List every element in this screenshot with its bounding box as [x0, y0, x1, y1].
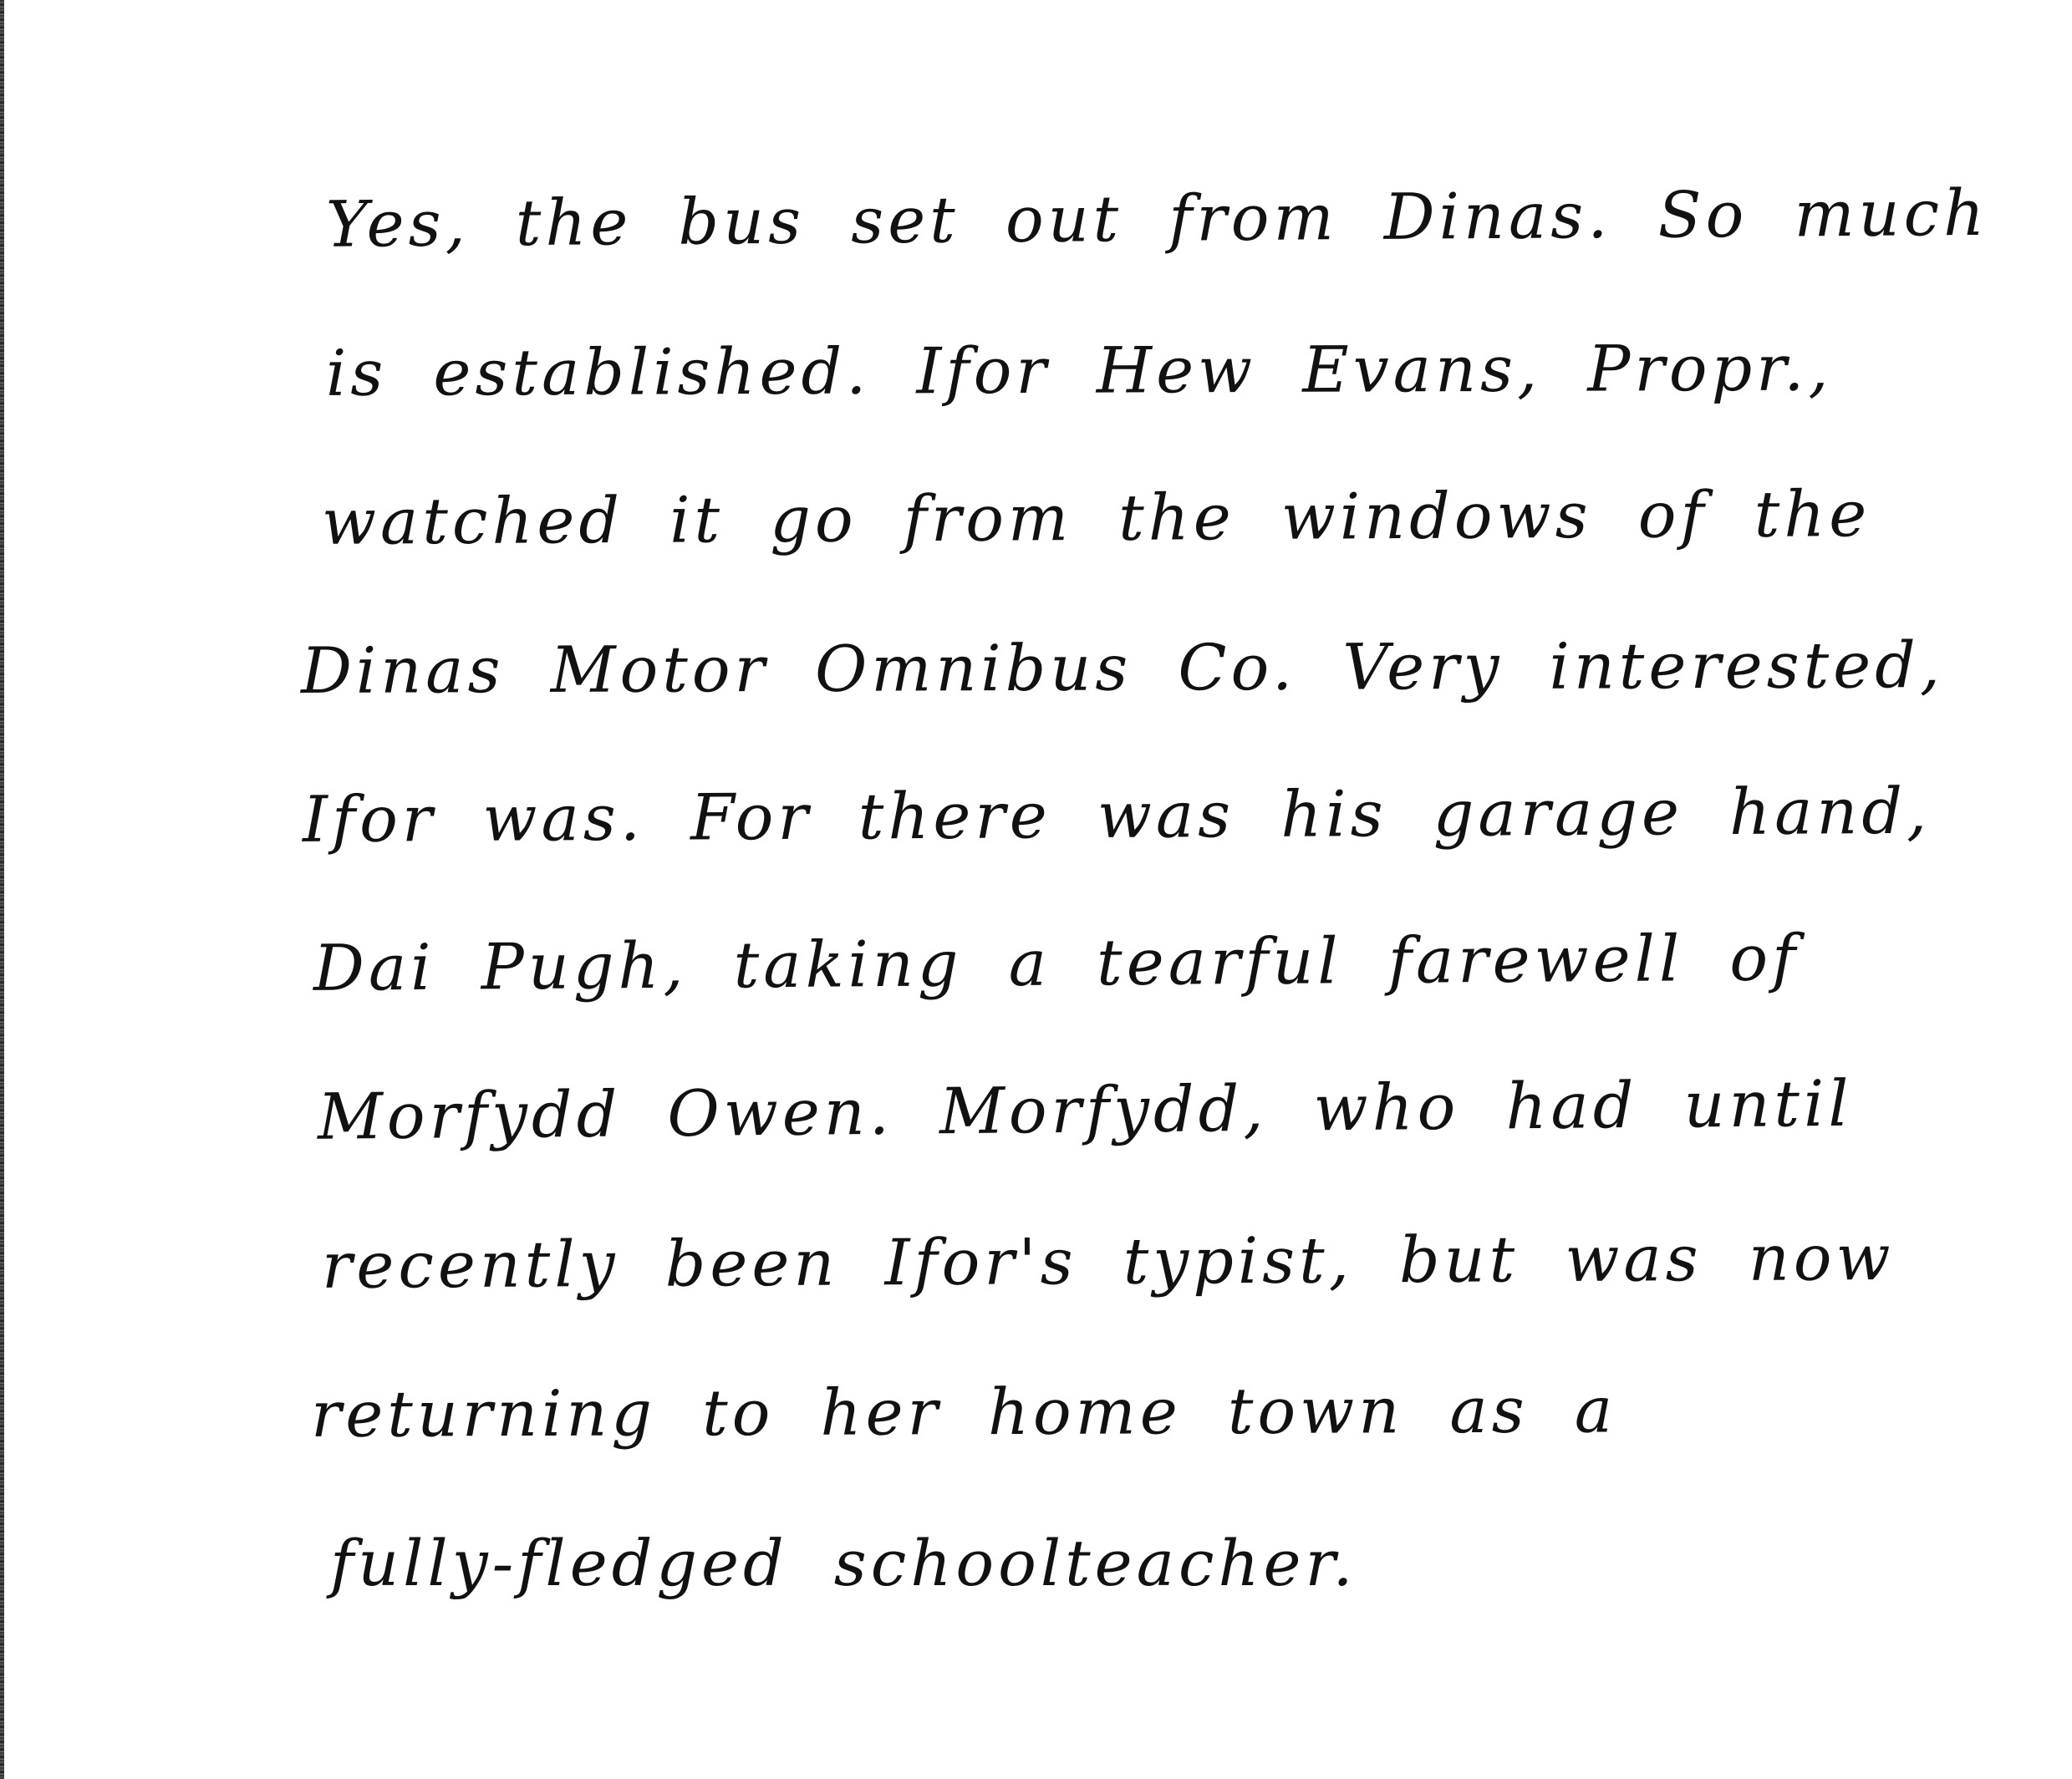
text-line: recently been Ifor's typist, but was now — [321, 1219, 1895, 1303]
text-line: Dinas Motor Omnibus Co. Very interested, — [300, 628, 1945, 708]
text-line: Morfydd Owen. Morfydd, who had until — [317, 1065, 1853, 1154]
scan-edge — [0, 0, 4, 1779]
handwritten-text — [293, 150, 1989, 1638]
text-line: returning to her home town as a — [310, 1372, 1617, 1451]
text-line: Dai Pugh, taking a tearful farewell of — [313, 920, 1800, 1005]
text-line: is established. Ifor Hew Evans, Propr., — [325, 330, 1833, 410]
text-line: fully-fledged schoolteacher. — [330, 1526, 1357, 1600]
text-line: watched it go from the windows of the — [321, 476, 1871, 559]
text-line: Ifor was. For there was his garage hand, — [302, 773, 1932, 856]
text-line: Yes, the bus set out from Dinas. So much — [325, 175, 1989, 262]
